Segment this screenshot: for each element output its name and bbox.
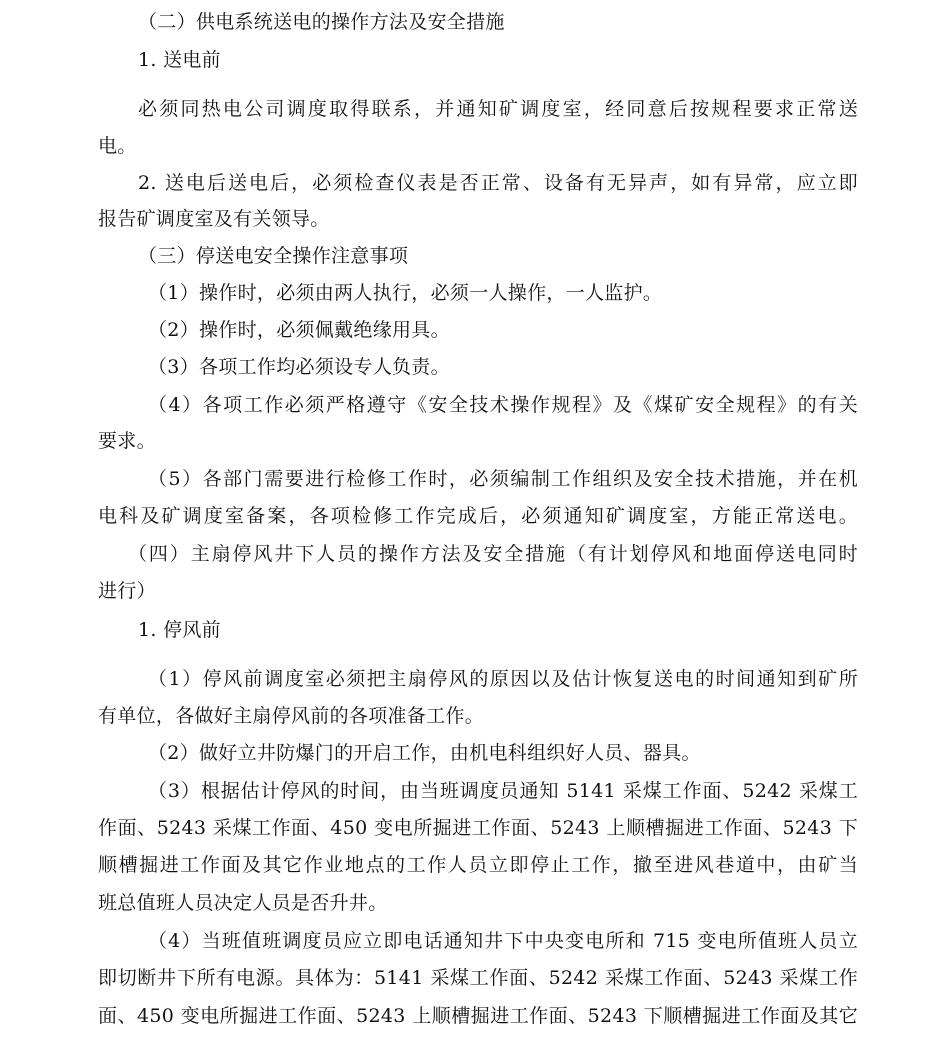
- paragraph-line: 即切断井下所有电源。具体为：5141 采煤工作面、5242 采煤工作面、5243 采煤工作: [98, 967, 858, 989]
- list-item: （1）停风前调度室必须把主扇停风的原因以及估计恢复送电的时间通知到矿所: [148, 668, 858, 690]
- heading-section-4: （四）主扇停风井下人员的操作方法及安全措施（有计划停风和地面停送电同时: [128, 543, 858, 565]
- paragraph-line: 顺槽掘进工作面及其它作业地点的工作人员立即停止工作，撤至进风巷道中，由矿当: [98, 854, 858, 876]
- paragraph-line: 作面、5243 采煤工作面、450 变电所掘进工作面、5243 上顺槽掘进工作面、5243 下: [98, 817, 858, 839]
- list-item: （2）做好立井防爆门的开启工作，由机电科组织好人员、器具。: [148, 742, 701, 764]
- heading-section-2: （二）供电系统送电的操作方法及安全措施: [138, 11, 505, 33]
- list-item: （4）当班值班调度员应立即电话通知井下中央变电所和 715 变电所值班人员立: [148, 930, 858, 952]
- list-item: （3）根据估计停风的时间，由当班调度员通知 5141 采煤工作面、5242 采煤工: [148, 780, 858, 802]
- list-item: （5）各部门需要进行检修工作时，必须编制工作组织及安全技术措施，并在机: [148, 468, 858, 490]
- paragraph-line: 电科及矿调度室备案，各项检修工作完成后，必须通知矿调度室，方能正常送电。: [98, 505, 858, 527]
- list-item: （1）操作时，必须由两人执行，必须一人操作，一人监护。: [148, 282, 663, 304]
- paragraph-line: 班总值班人员决定人员是否升井。: [98, 892, 388, 914]
- paragraph-line: 报告矿调度室及有关领导。: [98, 208, 330, 230]
- paragraph-line: 要求。: [98, 430, 156, 452]
- paragraph-line: 进行）: [98, 580, 156, 602]
- subheading-before-power-on: 1. 送电前: [138, 49, 221, 71]
- paragraph-line: 面、450 变电所掘进工作面、5243 上顺槽掘进工作面、5243 下顺槽掘进工作面及其它: [98, 1005, 858, 1027]
- list-item: （2）操作时，必须佩戴绝缘用具。: [148, 319, 450, 341]
- heading-section-3: （三）停送电安全操作注意事项: [138, 245, 409, 267]
- subheading-before-fan-stop: 1. 停风前: [138, 619, 221, 641]
- paragraph-line: 2. 送电后送电后，必须检查仪表是否正常、设备有无异声，如有异常，应立即: [138, 172, 858, 194]
- list-item: （4）各项工作必须严格遵守《安全技术操作规程》及《煤矿安全规程》的有关: [148, 394, 858, 416]
- paragraph-line: 有单位，各做好主扇停风前的各项准备工作。: [98, 705, 485, 727]
- paragraph-line: 必须同热电公司调度取得联系，并通知矿调度室，经同意后按规程要求正常送: [138, 98, 858, 120]
- paragraph-line: 电。: [98, 135, 137, 157]
- list-item: （3）各项工作均必须设专人负责。: [148, 356, 450, 378]
